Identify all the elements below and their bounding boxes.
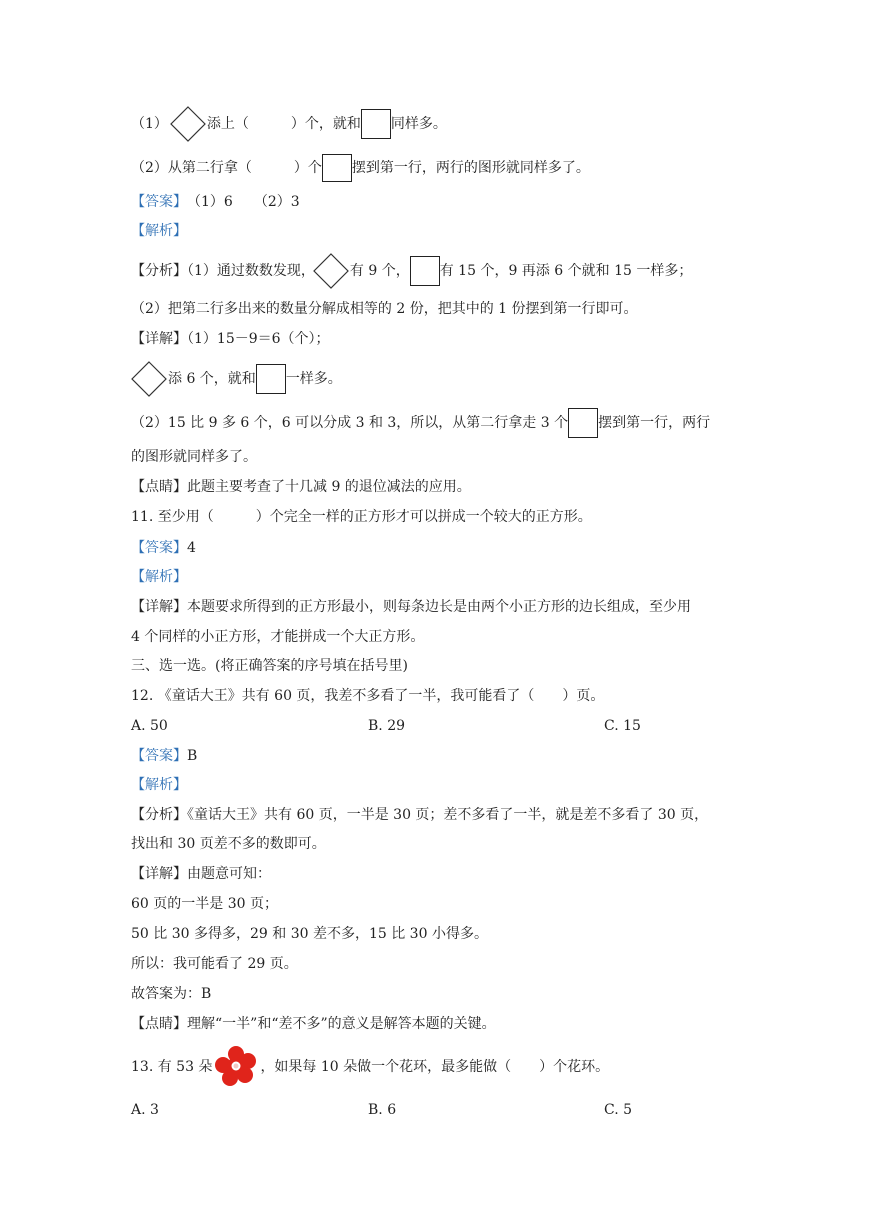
- square-shape-icon: [568, 408, 598, 438]
- q10-xiangjie-3: [131, 413, 710, 433]
- diamond-shape-icon: [313, 253, 349, 289]
- q10-dianjing: 【点睛】此题主要考查了十几减 9 的退位减法的应用。: [131, 479, 471, 495]
- q10-part1-text-a: 添上（ ）个，就和: [206, 116, 361, 132]
- q10-part1-line: [131, 114, 447, 134]
- q12-answer: [131, 746, 197, 766]
- q10-fenxi-text-b: 有 9 个，: [349, 263, 410, 279]
- diamond-shape-icon: [170, 106, 206, 142]
- q13-question-text-a: 13. 有 53 朵: [131, 1059, 213, 1075]
- q12-xiangjie-1: 【详解】由题意可知：: [131, 866, 271, 882]
- q10-xiangjie-2-text-b: 一样多。: [285, 371, 342, 387]
- q10-xiangjie-3-text-b: 摆到第一行，两行: [598, 415, 711, 431]
- q12-line-4: 故答案为：B: [131, 986, 212, 1002]
- answer-text: B: [187, 748, 198, 764]
- q13-option-a: A. 3: [131, 1102, 159, 1118]
- q10-analysis-tag: 【解析】: [131, 223, 187, 239]
- square-shape-icon: [256, 364, 286, 394]
- q13-question: [131, 1057, 609, 1077]
- q11-xiangjie-2: 4 个同样的小正方形，才能拼成一个大正方形。: [131, 629, 425, 645]
- q13-question-text-b: ，如果每 10 朵做一个花环，最多能做（ ）个花环。: [260, 1059, 610, 1075]
- q11-analysis-tag: 【解析】: [131, 569, 187, 585]
- q11-question: 11. 至少用（ ）个完全一样的正方形才可以拼成一个较大的正方形。: [131, 509, 592, 525]
- q10-xiangjie-1: 【详解】（1）15－9＝6（个）；: [131, 331, 330, 347]
- answer-tag: 【答案】: [131, 194, 187, 210]
- q10-part2-line: [131, 158, 590, 178]
- q12-fenxi-1: 【分析】《童话大王》共有 60 页，一半是 30 页；差不多看了一半，就是差不多看了 30 页，: [131, 807, 709, 823]
- q10-xiangjie-3-text-a: （2）15 比 9 多 6 个，6 可以分成 3 和 3，所以，从第二行拿走 3 个: [131, 415, 569, 431]
- answer-text: 4: [187, 540, 196, 556]
- q10-answer: [131, 192, 300, 212]
- q10-fenxi-text-a: 【分析】（1）通过数数发现，: [131, 263, 315, 279]
- q12-option-c: C. 15: [604, 718, 641, 734]
- q10-fenxi-text-c: 有 15 个，9 再添 6 个就和 15 一样多；: [439, 263, 693, 279]
- q13-option-b: B. 6: [368, 1102, 397, 1118]
- q10-part1-label: （1）: [131, 116, 168, 132]
- square-shape-icon: [361, 109, 391, 139]
- q10-fenxi-2: （2）把第二行多出来的数量分解成相等的 2 份，把其中的 1 份摆到第一行即可。: [131, 301, 638, 317]
- q12-line-3: 所以：我可能看了 29 页。: [131, 956, 298, 972]
- q12-question: 12. 《童话大王》共有 60 页，我差不多看了一半，我可能看了（ ）页。: [131, 688, 605, 704]
- q11-answer: [131, 538, 196, 558]
- q10-xiangjie-2: [131, 369, 342, 389]
- answer-tag: 【答案】: [131, 748, 187, 764]
- answer-tag: 【答案】: [131, 540, 187, 556]
- q12-option-a: A. 50: [131, 718, 168, 734]
- q10-part2-text-a: （2）从第二行拿（ ）个: [131, 160, 322, 176]
- q10-fenxi-line: [131, 261, 692, 281]
- section-3-heading: 三、选一选。(将正确答案的序号填在括号里): [131, 658, 408, 674]
- q10-xiangjie-4: 的图形就同样多了。: [131, 449, 257, 465]
- q10-part1-text-b: 同样多。: [390, 116, 447, 132]
- q12-line-2: 50 比 30 多得多，29 和 30 差不多，15 比 30 小得多。: [131, 926, 488, 942]
- q12-option-b: B. 29: [368, 718, 406, 734]
- flower-icon: [213, 1044, 259, 1090]
- q11-xiangjie-1: 【详解】本题要求所得到的正方形最小，则每条边长是由两个小正方形的边长组成，至少用: [131, 599, 691, 615]
- q12-analysis-tag: 【解析】: [131, 777, 187, 793]
- q10-part2-text-b: 摆到第一行，两行的图形就同样多了。: [351, 160, 590, 176]
- diamond-shape-icon: [131, 361, 167, 397]
- q12-line-1: 60 页的一半是 30 页；: [131, 896, 278, 912]
- q12-fenxi-2: 找出和 30 页差不多的数即可。: [131, 836, 326, 852]
- square-shape-icon: [410, 256, 440, 286]
- q10-xiangjie-2-text-a: 添 6 个，就和: [168, 371, 256, 387]
- answer-text: （1）6 （2）3: [187, 194, 300, 210]
- q13-option-c: C. 5: [604, 1102, 633, 1118]
- q12-dianjing: 【点睛】理解“一半”和“差不多”的意义是解答本题的关键。: [131, 1016, 496, 1032]
- square-shape-icon: [322, 154, 352, 182]
